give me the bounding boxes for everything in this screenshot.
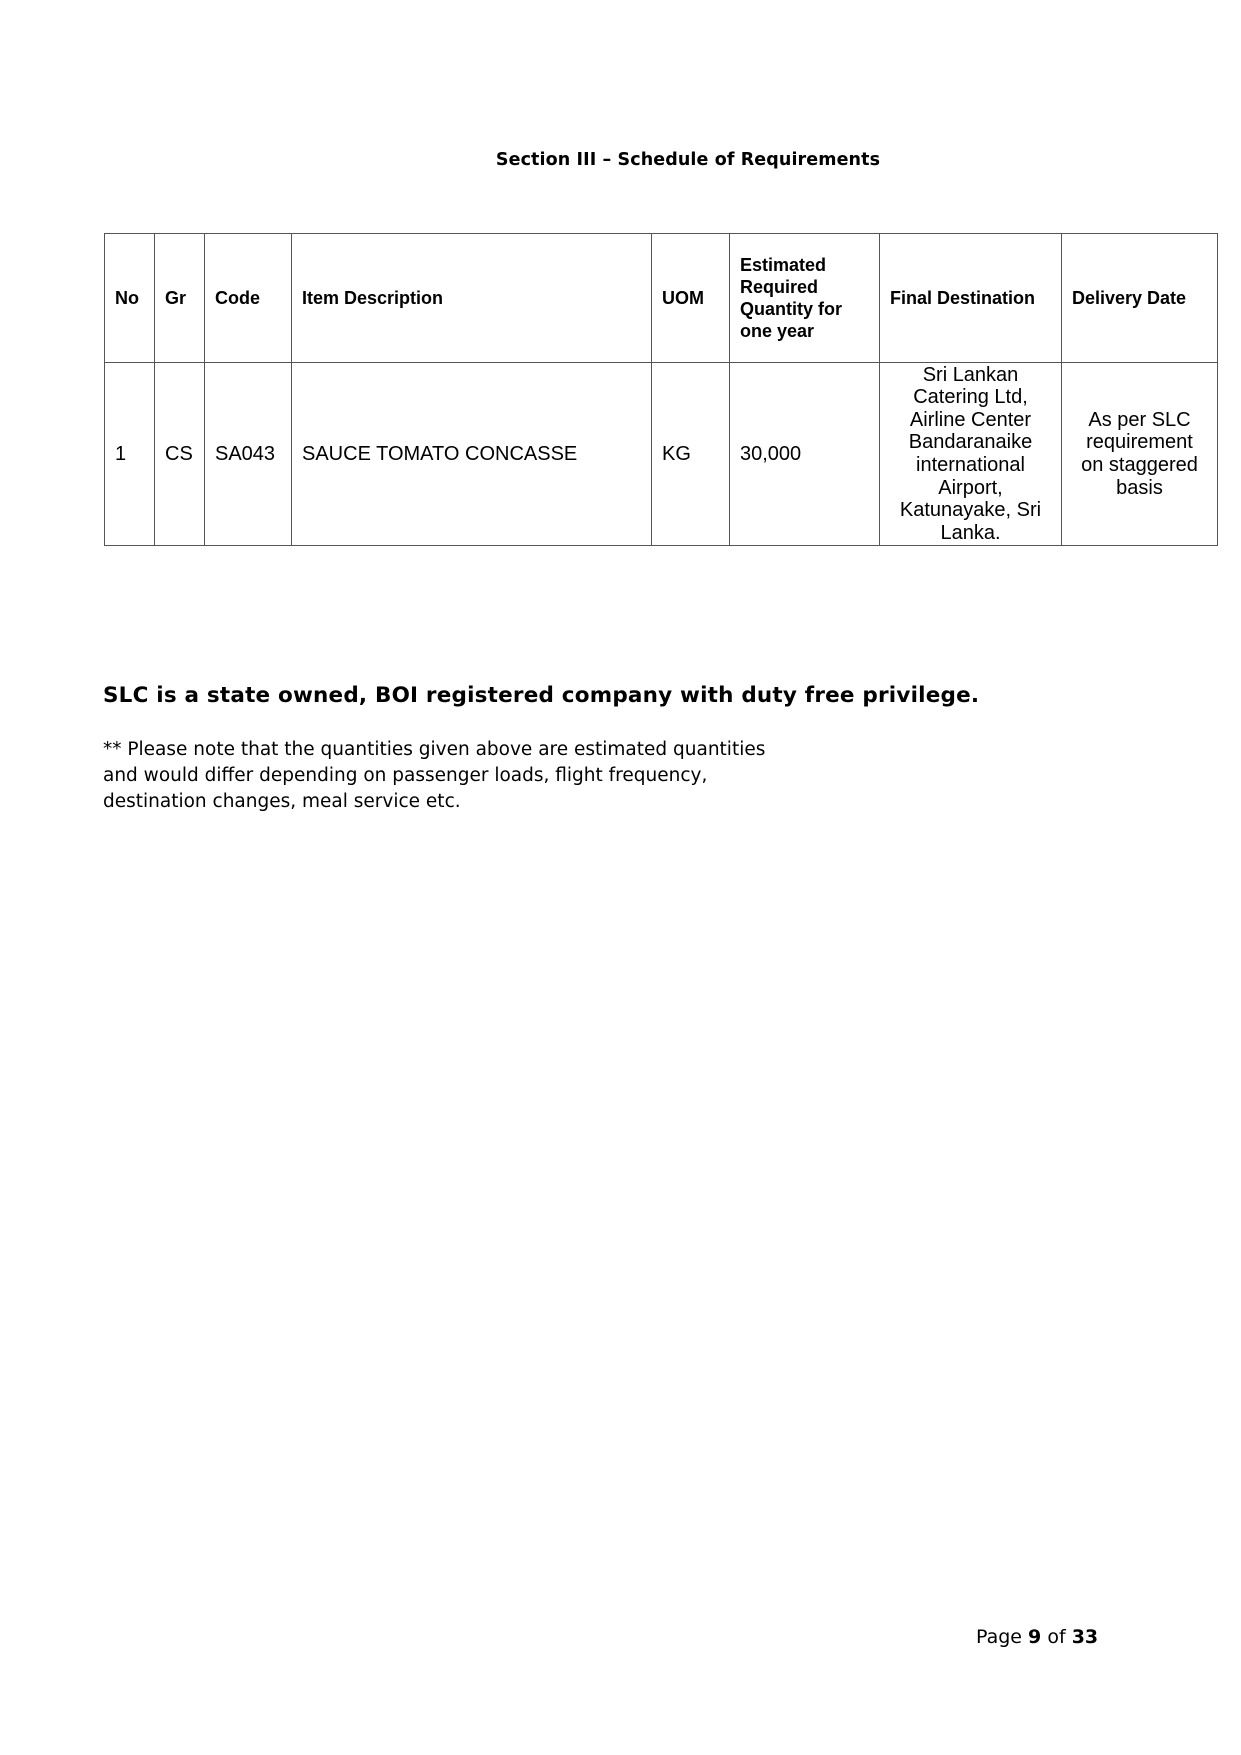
cell-quantity: 30,000	[730, 363, 880, 546]
of-word: of	[1047, 1626, 1066, 1648]
destination-line: Airport,	[938, 476, 1003, 499]
header-quantity-line: Required	[740, 277, 819, 297]
header-delivery-date: Delivery Date	[1062, 234, 1218, 363]
header-item-description: Item Description	[292, 234, 652, 363]
header-quantity	[730, 234, 880, 363]
disclaimer-line: destination changes, meal service etc.	[103, 791, 461, 812]
delivery-line: As per SLC	[1088, 408, 1191, 431]
header-quantity-line: Estimated	[740, 255, 827, 275]
schedule-of-requirements-table	[104, 233, 1218, 546]
page-number-footer	[976, 1626, 1098, 1648]
quantity-disclaimer	[103, 737, 823, 815]
cell-gr: CS	[155, 363, 205, 546]
section-title: Section III – Schedule of Requirements	[495, 150, 881, 170]
table-header-row	[105, 234, 1218, 363]
header-gr: Gr	[155, 234, 205, 363]
destination-line: Catering Ltd,	[913, 386, 1028, 409]
cell-uom: KG	[652, 363, 730, 546]
destination-line: Sri Lankan	[922, 363, 1019, 386]
delivery-line: basis	[1116, 476, 1163, 499]
cell-no: 1	[105, 363, 155, 546]
header-quantity-line: one year	[740, 321, 815, 341]
page-word: Page	[976, 1626, 1022, 1648]
header-code: Code	[205, 234, 292, 363]
destination-line: Bandaranaike	[908, 431, 1033, 454]
disclaimer-line: and would differ depending on passenger loads, flight frequency,	[103, 765, 708, 786]
cell-item-description: SAUCE TOMATO CONCASSE	[292, 363, 652, 546]
header-uom: UOM	[652, 234, 730, 363]
table-row	[105, 363, 1218, 546]
destination-line: Lanka.	[940, 521, 1001, 544]
header-final-destination: Final Destination	[880, 234, 1062, 363]
disclaimer-line: ** Please note that the quantities given above are estimated quantities	[103, 739, 766, 760]
cell-code: SA043	[205, 363, 292, 546]
destination-line: Airline Center	[909, 408, 1032, 431]
total-pages-number: 33	[1071, 1626, 1099, 1648]
cell-final-destination	[880, 363, 1062, 546]
duty-free-notice: SLC is a state owned, BOI registered company with duty free privilege.	[103, 683, 980, 708]
header-no: No	[105, 234, 155, 363]
delivery-line: on staggered	[1081, 454, 1198, 476]
current-page-number: 9	[1028, 1626, 1042, 1648]
cell-delivery-date	[1062, 363, 1218, 546]
delivery-line: requirement	[1086, 431, 1193, 454]
destination-line: Katunayake, Sri	[899, 499, 1042, 522]
header-quantity-line: Quantity for	[740, 299, 842, 319]
destination-line: international	[916, 454, 1025, 476]
